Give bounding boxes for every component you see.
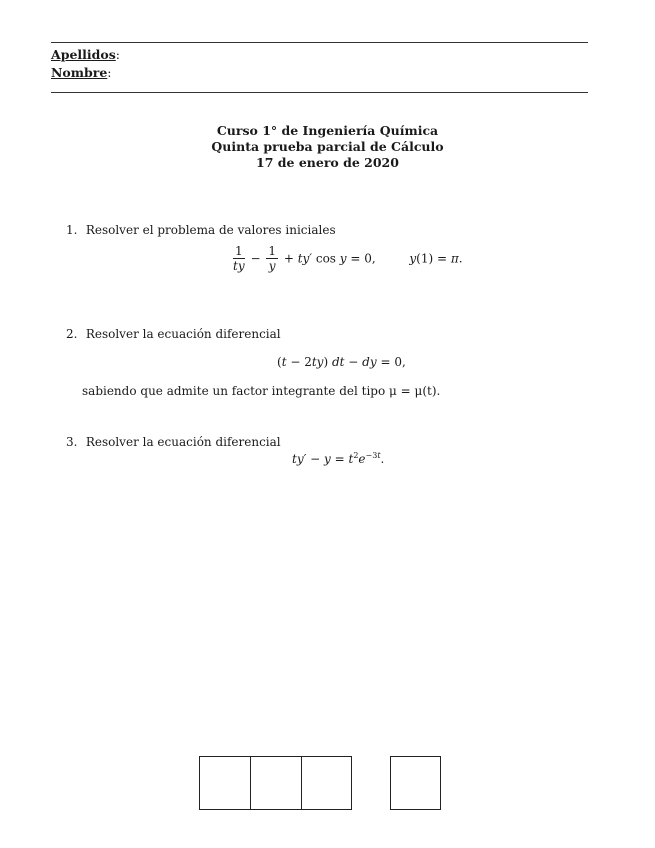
exam-header — [0, 123, 655, 171]
grade-box-total — [390, 756, 441, 810]
problem-1-text: Resolver el problema de valores iniciales — [85, 223, 336, 237]
name-field: Nombre: — [51, 65, 112, 80]
problem-2-equation: (t − 2ty) dt − dy = 0, — [277, 355, 406, 369]
grade-box-1 — [199, 756, 251, 810]
grade-box-2 — [250, 756, 302, 810]
fraction-1-over-y: $\frac{1}{y}$ — [268, 244, 276, 273]
name-label: Nombre — [51, 65, 108, 80]
problem-1-equation: $\frac{1}{ty}$ − $\frac{1}{y}$ + ty′ cos y = 0, y(1) = π. — [233, 244, 463, 273]
surname-label: Apellidos — [51, 47, 116, 62]
grade-box-3 — [301, 756, 352, 810]
problem-3-number: 3. — [66, 435, 78, 449]
problem-3-text: Resolver la ecuación diferencial — [85, 435, 281, 449]
surname-field: Apellidos: — [51, 47, 120, 62]
exam-date: 17 de enero de 2020 — [256, 155, 399, 170]
problem-3-equation: $ty' - y = t^2e^{-3t}$. — [292, 451, 385, 466]
exam-title: Quinta prueba parcial de Cálculo — [211, 139, 444, 154]
problem-2-text: Resolver la ecuación diferencial — [85, 327, 281, 341]
problem-1-number: 1. — [66, 223, 78, 237]
problem-3 — [66, 435, 281, 449]
course-line: Curso 1° de Ingeniería Química — [216, 123, 439, 138]
bottom-rule — [51, 92, 588, 93]
problem-2-number: 2. — [66, 327, 78, 341]
problem-1 — [66, 223, 336, 237]
top-rule — [51, 42, 588, 43]
problem-2 — [66, 327, 281, 341]
problem-2-note: sabiendo que admite un factor integrante del tipo μ = μ(t). — [82, 384, 441, 398]
fraction-1-over-ty: $\frac{1}{ty}$ — [233, 244, 245, 273]
